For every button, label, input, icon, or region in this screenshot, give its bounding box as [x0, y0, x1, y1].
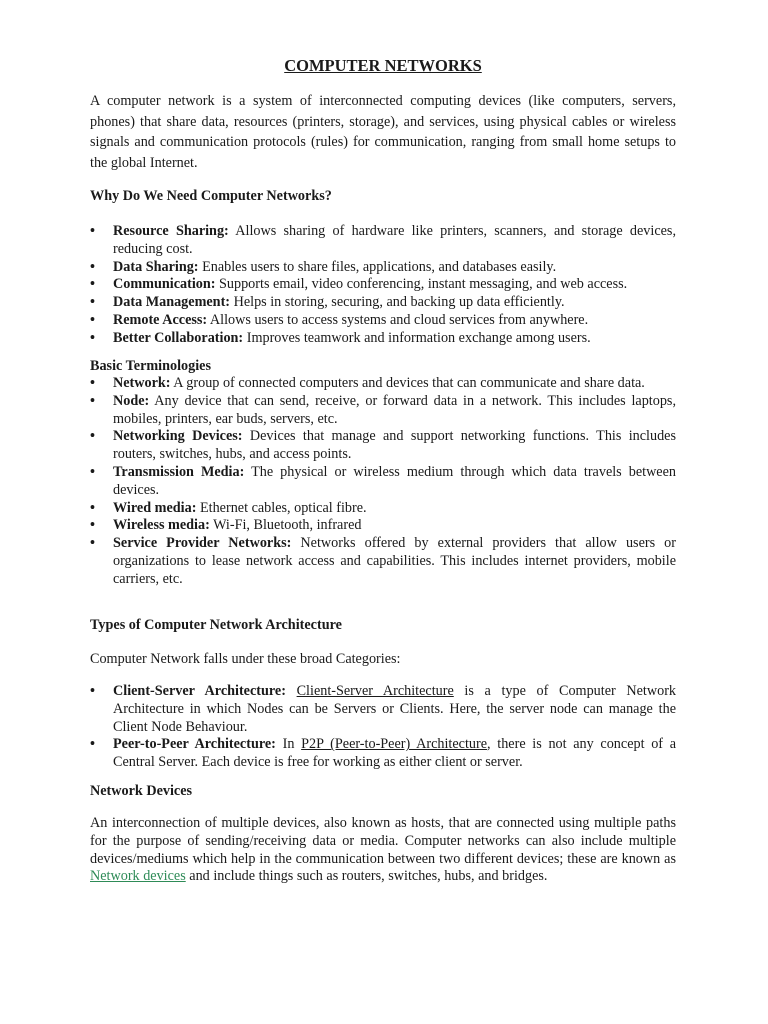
list-item — [90, 259, 676, 277]
document-title: COMPUTER NETWORKS — [284, 56, 482, 75]
term-description: Helps in storing, securing, and backing up data efficiently. — [233, 294, 565, 311]
devices-heading: Network Devices — [90, 783, 193, 799]
why-heading: Why Do We Need Computer Networks? — [90, 188, 332, 204]
term-description: Supports email, video conferencing, instant messaging, and web access. — [219, 276, 628, 293]
term-label: Networking Devices: — [113, 428, 243, 445]
term-label: Communication: — [113, 276, 216, 293]
list-item — [90, 330, 676, 348]
intro-paragraph: A computer network is a system of interconnected computing devices (like computers, servers, phones) that share data, resources (printers, storage), and services, using physical cables or wireless signals and communication protocols (rules) for communication, ranging from small home setups to the global Internet. — [90, 93, 676, 171]
terminologies-list — [90, 375, 676, 589]
term-label: Remote Access: — [113, 311, 208, 328]
list-item — [90, 428, 676, 464]
term-description: A group of connected computers and devices that can communicate and share data. — [173, 375, 645, 391]
p2p-prefix: In — [282, 736, 295, 753]
list-item — [90, 517, 676, 535]
devices-text-before: An interconnection of multiple devices, also known as hosts, that are connected using multiple paths for the purpose of sending/receiving data or media. Computer networks can also include multiple devices/mediums which help in the communication between two different devices; these are known as — [90, 815, 676, 867]
list-item — [90, 736, 676, 772]
term-label: Wired media: — [113, 499, 197, 516]
list-item — [90, 500, 676, 518]
term-label: Data Management: — [113, 294, 231, 311]
term-label: Service Provider Networks: — [113, 535, 292, 552]
p2p-link[interactable]: P2P (Peer-to-Peer) Architecture — [301, 736, 488, 753]
terminologies-heading: Basic Terminologies — [90, 358, 211, 374]
list-item — [90, 312, 676, 330]
devices-paragraph — [90, 815, 676, 886]
term-description: Any device that can send, receive, or forward data in a network. This includes laptops, mobiles, printers, ear buds, servers, etc. — [113, 392, 677, 427]
term-description: Enables users to share files, applications, and databases easily. — [202, 258, 557, 275]
list-item — [90, 375, 676, 393]
network-devices-link[interactable]: Network devices — [90, 868, 186, 885]
architecture-list — [90, 683, 676, 772]
why-list — [90, 223, 676, 348]
term-label: Client-Server Architecture: — [113, 683, 286, 699]
term-description: , there is not any concept of a Central Server. Each device is free for working as either client or server. — [113, 736, 677, 771]
term-description: The physical or wireless medium through which data travels between devices. — [113, 463, 677, 498]
term-label: Better Collaboration: — [113, 329, 244, 346]
architecture-intro: Computer Network falls under these broad Categories: — [90, 651, 401, 667]
term-description: Allows users to access systems and cloud services from anywhere. — [209, 311, 589, 328]
term-label: Transmission Media: — [113, 463, 245, 480]
term-description: Wi-Fi, Bluetooth, infrared — [213, 517, 362, 534]
client-server-link[interactable]: Client-Server Architecture — [296, 683, 454, 699]
list-item — [90, 393, 676, 429]
term-description: is a type of Computer Network Architecture in which Nodes can be Servers or Clients. Here, the server node can manage the Client Node Behaviour. — [113, 683, 677, 735]
term-description: Allows sharing of hardware like printers, scanners, and storage devices, reducing cost. — [113, 223, 676, 257]
term-description: Ethernet cables, optical fibre. — [199, 499, 367, 516]
devices-text-after: and include things such as routers, switches, hubs, and bridges. — [189, 868, 548, 885]
list-item — [90, 276, 676, 294]
term-description: Networks offered by external providers that allow users or organizations to lease network access and capabilities. This includes internet providers, mobile carriers, etc. — [113, 535, 676, 587]
term-label: Wireless media: — [113, 517, 210, 534]
architecture-heading: Types of Computer Network Architecture — [90, 617, 342, 633]
list-item — [90, 223, 676, 259]
list-item — [90, 294, 676, 312]
term-label: Network: — [113, 375, 171, 391]
list-item — [90, 683, 676, 736]
term-label: Peer-to-Peer Architecture: — [113, 736, 276, 753]
term-label: Resource Sharing: — [113, 223, 229, 239]
term-label: Node: — [113, 392, 150, 409]
term-description: Devices that manage and support networking functions. This includes routers, switches, hubs, and access points. — [113, 428, 677, 463]
list-item — [90, 464, 676, 500]
term-label: Data Sharing: — [113, 258, 199, 275]
term-description: Improves teamwork and information exchange among users. — [246, 329, 591, 346]
list-item — [90, 535, 676, 588]
